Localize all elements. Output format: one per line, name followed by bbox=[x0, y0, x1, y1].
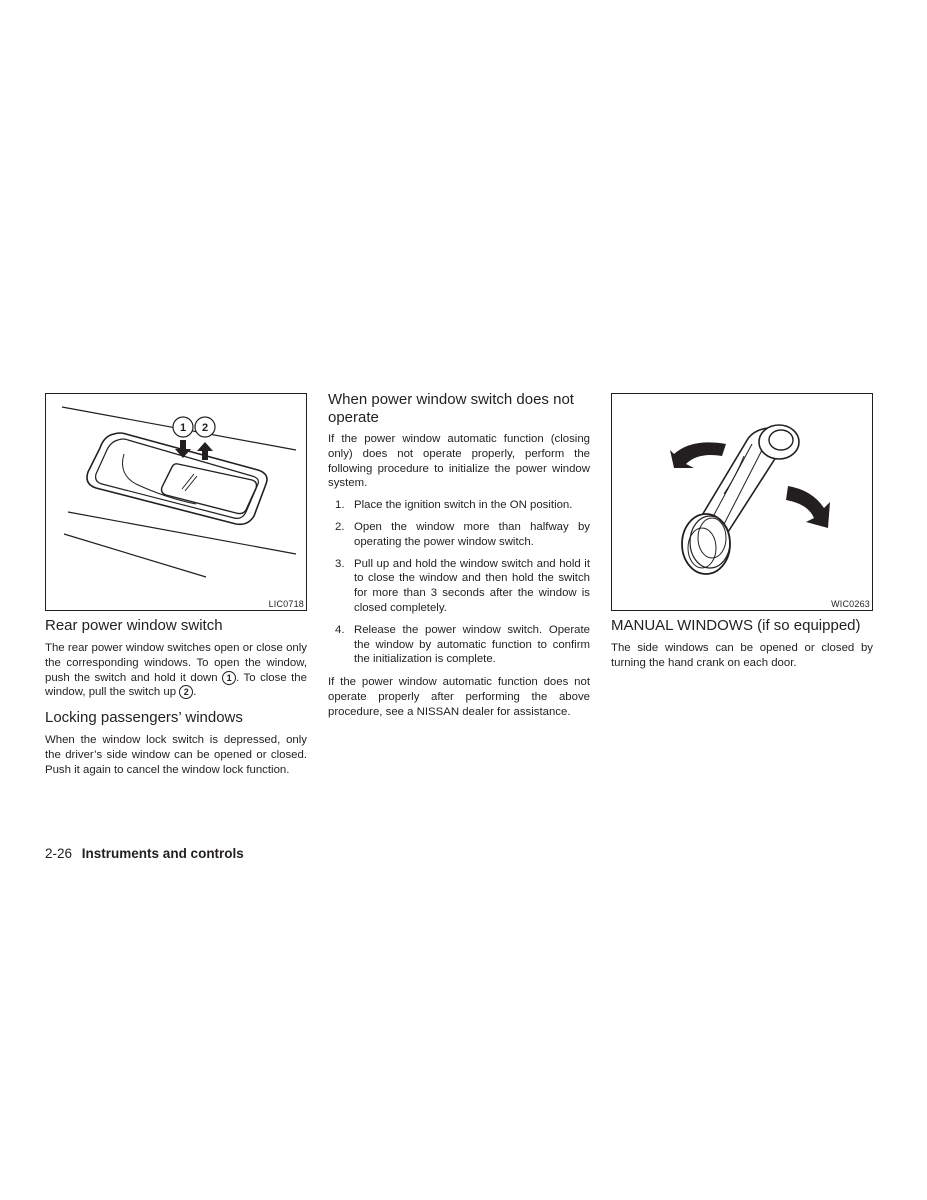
step-number: 3. bbox=[335, 557, 345, 570]
callout-2-label: 2 bbox=[201, 422, 209, 434]
rear-window-switch-figure bbox=[45, 393, 307, 611]
callout-1-label: 1 bbox=[179, 422, 187, 434]
hand-crank-illustration bbox=[612, 394, 872, 610]
callout-1-marker: 1 bbox=[222, 671, 236, 685]
switch-not-operate-heading: When power window switch does not operate bbox=[328, 391, 574, 426]
step-text: Release the power window switch. Operate the window by automatic function to confirm the initialization is complete. bbox=[354, 623, 590, 666]
step-text: Pull up and hold the window switch and hold it to close the window and then hold the switch for more than 3 seconds after the window is closed completely. bbox=[354, 557, 590, 614]
rear-window-switch-illustration bbox=[46, 394, 306, 610]
rear-text-a: The rear power window switches open or close only the corresponding windows. To open the window, push the switch and hold it down bbox=[45, 642, 307, 684]
list-item bbox=[328, 623, 590, 667]
manual-windows-text: The side windows can be opened or closed by turning the hand crank on each door. bbox=[611, 642, 873, 669]
rear-power-window-switch-heading: Rear power window switch bbox=[45, 617, 223, 634]
step-number: 2. bbox=[335, 520, 345, 533]
middle-column bbox=[328, 391, 590, 720]
callout-2-marker: 2 bbox=[179, 685, 193, 699]
rear-text-b: . To close the window, pull the switch up bbox=[45, 671, 307, 699]
step-number: 4. bbox=[335, 623, 345, 636]
rear-text-c: . bbox=[193, 686, 197, 699]
right-column bbox=[611, 393, 873, 671]
initialization-steps-list bbox=[328, 498, 590, 667]
list-item bbox=[328, 557, 590, 616]
page-number: 2-26 bbox=[45, 846, 73, 861]
dealer-assistance-text: If the power window automatic function does not operate properly after performing the above procedure, see a NISSAN dealer for assistance. bbox=[328, 676, 590, 718]
list-item bbox=[328, 498, 590, 513]
page-footer bbox=[45, 846, 244, 861]
hand-crank-figure bbox=[611, 393, 873, 611]
step-number: 1. bbox=[335, 499, 345, 512]
figure-code: WIC0263 bbox=[831, 599, 870, 609]
step-text: Open the window more than halfway by operating the power window switch. bbox=[354, 520, 590, 548]
section-title: Instruments and controls bbox=[81, 846, 244, 861]
step-text: Place the ignition switch in the ON position. bbox=[354, 499, 573, 512]
rear-power-window-switch-text bbox=[45, 641, 307, 700]
list-item bbox=[328, 520, 590, 550]
locking-windows-heading: Locking passengers’ windows bbox=[45, 709, 243, 727]
figure-code: LIC0718 bbox=[268, 599, 304, 609]
left-column bbox=[45, 393, 307, 778]
locking-windows-text: When the window lock switch is depressed, only the driver’s side window can be opened or closed. Push it again to cancel the window lock function. bbox=[45, 734, 307, 776]
switch-not-operate-intro: If the power window automatic function (closing only) does not operate properly, perform the following procedure to initialize the power window system. bbox=[328, 433, 590, 490]
manual-windows-heading: MANUAL WINDOWS (if so equipped) bbox=[611, 617, 861, 634]
